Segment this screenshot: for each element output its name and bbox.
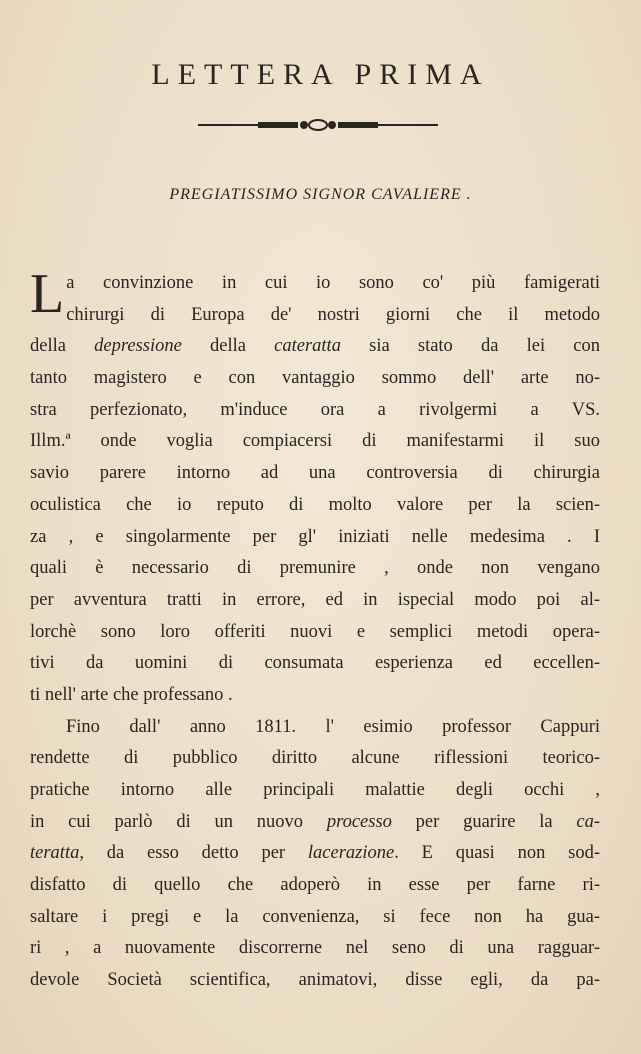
ornamental-divider-icon bbox=[198, 118, 438, 132]
letter-body bbox=[30, 263, 601, 997]
text-line: disfatto di quello che adoperò in esse per farne ri- bbox=[30, 875, 600, 896]
text-line: za , e singolarmente per gl' iniziati nelle medesima . I bbox=[30, 526, 600, 547]
text-line: savio parere intorno ad una controversia di chirurgia bbox=[30, 463, 600, 484]
text-line: quali è necessario di premunire , onde non vengano bbox=[30, 558, 600, 579]
page-title: LETTERA PRIMA bbox=[151, 58, 490, 91]
text-line: per avventura tratti in errore, ed in ispecial modo poi al- bbox=[30, 589, 600, 610]
text-line: stra perfezionato, m'induce ora a rivolgermi a VS. bbox=[30, 399, 600, 420]
text-line: chirurgi di Europa de' nostri giorni che il metodo bbox=[66, 304, 600, 325]
drop-cap: L bbox=[30, 263, 65, 325]
paragraph-1 bbox=[30, 263, 601, 712]
text-line: Fino dall' anno 1811. l' esimio professor Cappuri bbox=[66, 716, 600, 737]
text-line: pratiche intorno alle principali malattie degli occhi , bbox=[30, 780, 600, 800]
text-line: ri , a nuovamente discorrerne nel seno di una ragguar- bbox=[30, 938, 600, 959]
text-line: teratta, da esso detto per lacerazione. E quasi non sod- bbox=[30, 843, 600, 864]
text-line: oculistica che io reputo di molto valore per la scien- bbox=[30, 494, 600, 515]
paragraph-2 bbox=[30, 712, 600, 997]
text-line: lorchè sono loro offeriti nuovi e semplici metodi opera- bbox=[30, 621, 600, 642]
text-line: Illm.ª onde voglia compiacersi di manifestarmi il suo bbox=[30, 431, 600, 452]
text-line: devole Società scientifica, animatovi, disse egli, da pa- bbox=[30, 970, 600, 991]
text-line: tivi da uomini di consumata esperienza ed eccellen- bbox=[30, 653, 600, 674]
text-line: saltare i pregi e la convenienza, si fece non ha gua- bbox=[30, 906, 600, 927]
text-line: tanto magistero e con vantaggio sommo dell' arte no- bbox=[30, 368, 600, 389]
text-line: in cui parlò di un nuovo processo per guarire la ca- bbox=[30, 811, 600, 832]
text-line: ti nell' arte che professano . bbox=[30, 684, 233, 705]
text-line: della depressione della cateratta sia stato da lei con bbox=[30, 336, 601, 357]
text-line: rendette di pubblico diritto alcune riflessioni teorico- bbox=[30, 748, 600, 769]
salutation: PREGIATISSIMO SIGNOR CAVALIERE . bbox=[169, 186, 472, 203]
text-line: a convinzione in cui io sono co' più famigerati bbox=[66, 273, 600, 293]
